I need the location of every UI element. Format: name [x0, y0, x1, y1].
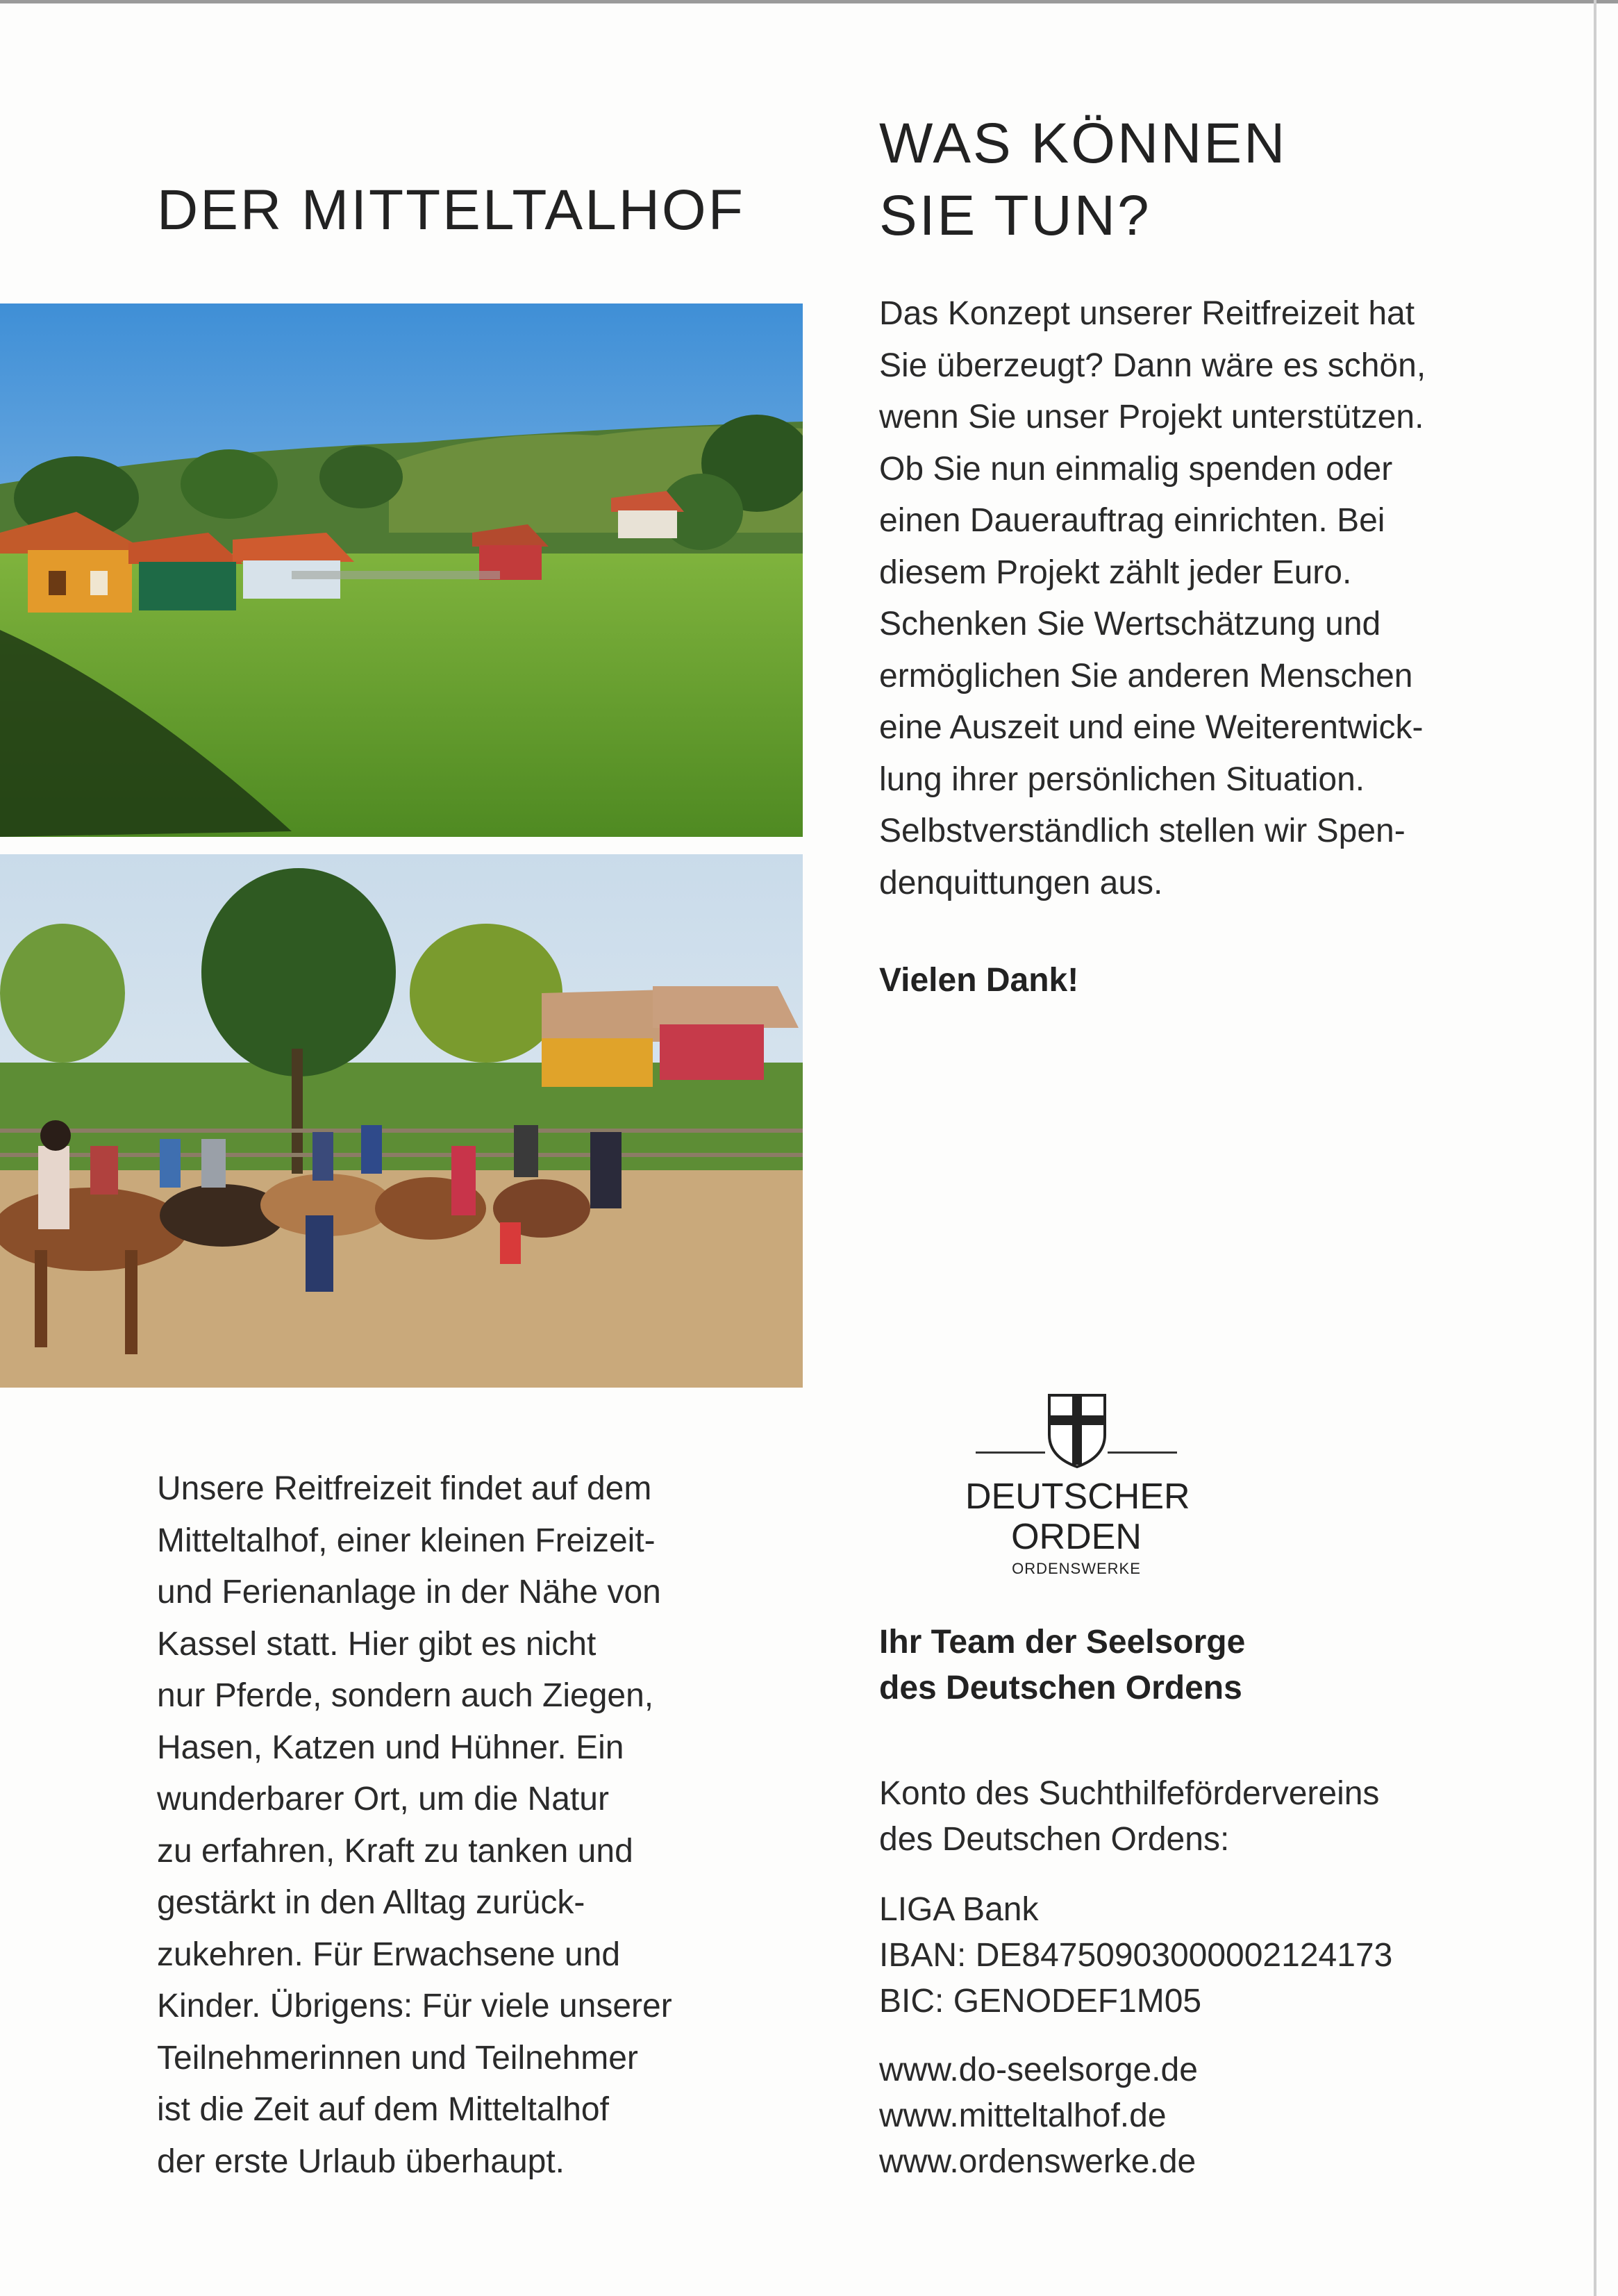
left-heading: DER MITTELTALHOF: [157, 178, 745, 242]
left-body-line: der erste Urlaub überhaupt.: [157, 2143, 565, 2180]
right-body-line: Sie überzeugt? Dann wäre es schön,: [879, 347, 1426, 384]
page-top-border: [0, 0, 1618, 3]
right-body-line: diesem Projekt zählt jeder Euro.: [879, 554, 1352, 591]
page-right-edge: [1594, 0, 1596, 2296]
farm-landscape-photo: [0, 303, 803, 837]
logo-name-line: ORDEN: [1011, 1517, 1142, 1557]
right-body-line: Ob Sie nun einmalig spenden oder: [879, 450, 1393, 488]
pony-riding-photo: [0, 854, 803, 1388]
team-line: des Deutschen Ordens: [879, 1670, 1242, 1706]
right-body-line: einen Dauerauftrag einrichten. Bei: [879, 502, 1385, 539]
website-link[interactable]: www.ordenswerke.de: [879, 2143, 1196, 2180]
left-body-line: ist die Zeit auf dem Mitteltalhof: [157, 2091, 609, 2128]
left-body-line: und Ferienanlage in der Nähe von: [157, 1574, 661, 1611]
left-body-line: Teilnehmerinnen und Teilnehmer: [157, 2039, 638, 2077]
team-signature: [879, 1620, 1245, 1711]
logo-name-line: DEUTSCHER: [965, 1476, 1190, 1517]
bic: BIC: GENODEF1M05: [879, 1983, 1202, 2020]
right-body-line: denquittungen aus.: [879, 864, 1163, 901]
team-line: Ihr Team der Seelsorge: [879, 1624, 1246, 1661]
right-body-line: Schenken Sie Wertschätzung und: [879, 606, 1381, 642]
bank-details: [879, 1887, 1392, 2024]
logo-name: [965, 1476, 1190, 1557]
left-body-line: Kassel statt. Hier gibt es nicht: [157, 1625, 597, 1663]
logo-subtitle: ORDENSWERKE: [1012, 1560, 1141, 1577]
left-body-line: zukehren. Für Erwachsene und: [157, 1936, 621, 1973]
left-body-line: Unsere Reitfreizeit findet auf dem: [157, 1470, 652, 1507]
left-body-line: Mitteltalhof, einer kleinen Freizeit-: [157, 1522, 656, 1559]
right-body-line: Das Konzept unserer Reitfreizeit hat: [879, 295, 1415, 332]
thanks-text: Vielen Dank!: [879, 962, 1079, 999]
right-body-line: wenn Sie unser Projekt unterstützen.: [879, 399, 1424, 435]
logo-rule-right: [1108, 1451, 1177, 1454]
bank-name: LIGA Bank: [879, 1891, 1039, 1928]
right-body-line: Selbstverständlich stellen wir Spen-: [879, 813, 1406, 849]
iban: IBAN: DE84750903000002124173: [879, 1937, 1393, 1974]
left-body-line: Kinder. Übrigens: Für viele unserer: [157, 1988, 672, 2024]
right-heading-line: WAS KÖNNEN: [879, 112, 1287, 175]
right-body-line: eine Auszeit und eine Weiterentwick-: [879, 709, 1424, 746]
left-body-line: Hasen, Katzen und Hühner. Ein: [157, 1729, 624, 1766]
shield-cross-icon: [1047, 1393, 1107, 1470]
right-body-line: ermöglichen Sie anderen Menschen: [879, 657, 1413, 694]
left-body-line: wunderbarer Ort, um die Natur: [157, 1781, 609, 1817]
website-link[interactable]: www.mitteltalhof.de: [879, 2097, 1167, 2134]
left-body-text: [157, 1463, 782, 2188]
website-link[interactable]: www.do-seelsorge.de: [879, 2052, 1198, 2088]
right-body-text: [879, 288, 1574, 909]
left-body-line: gestärkt in den Alltag zurück-: [157, 1884, 585, 1921]
website-links: [879, 2047, 1198, 2185]
left-body-line: zu erfahren, Kraft zu tanken und: [157, 1832, 633, 1870]
account-line: des Deutschen Ordens:: [879, 1821, 1230, 1858]
right-heading-line: SIE TUN?: [879, 184, 1151, 247]
deutscher-orden-logo: [965, 1389, 1190, 1583]
account-line: Konto des Suchthilfefördervereins: [879, 1775, 1380, 1812]
right-heading: [879, 108, 1560, 252]
account-heading: [879, 1771, 1379, 1863]
logo-rule-left: [976, 1451, 1045, 1454]
left-body-line: nur Pferde, sondern auch Ziegen,: [157, 1677, 654, 1714]
right-body-line: lung ihrer persönlichen Situation.: [879, 760, 1365, 798]
